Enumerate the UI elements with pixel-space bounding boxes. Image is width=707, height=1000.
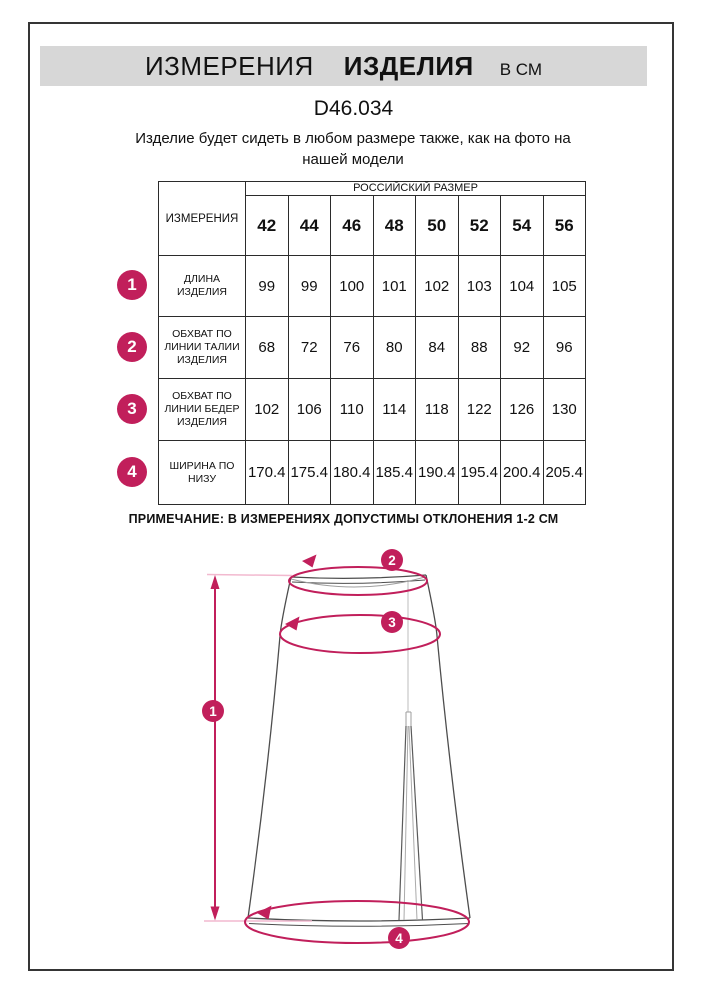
value-cell: 106 (288, 379, 331, 441)
value-cell: 100 (331, 256, 374, 317)
value-cell: 175.4 (288, 441, 331, 505)
diagram-marker-2: 2 (381, 549, 403, 571)
hip-arrowhead-icon (285, 617, 300, 631)
size-col-header: 46 (331, 196, 374, 256)
value-cell: 101 (373, 256, 416, 317)
arrow-up-icon (211, 575, 220, 589)
value-cell: 99 (246, 256, 289, 317)
value-cell: 68 (246, 317, 289, 379)
fit-subtitle: Изделие будет сидеть в любом размере также, как на фото на нашей модели (135, 130, 571, 168)
value-cell: 99 (288, 256, 331, 317)
size-col-header: 50 (416, 196, 459, 256)
value-cell: 118 (416, 379, 459, 441)
size-table (158, 181, 586, 505)
value-cell: 180.4 (331, 441, 374, 505)
row-label: ОБХВАТ ПО ЛИНИИ ТАЛИИ ИЗДЕЛИЯ (159, 317, 246, 379)
ellipse-arrowheads (257, 555, 317, 920)
value-cell: 92 (501, 317, 544, 379)
value-cell: 126 (501, 379, 544, 441)
group-header: РОССИЙСКИЙ РАЗМЕР (246, 182, 586, 196)
size-col-header: 48 (373, 196, 416, 256)
value-cell: 205.4 (543, 441, 586, 505)
size-col-header: 52 (458, 196, 501, 256)
table-row-length (159, 256, 586, 317)
value-cell: 103 (458, 256, 501, 317)
value-cell: 104 (501, 256, 544, 317)
diagram-marker-3: 3 (381, 611, 403, 633)
hip-measure-ellipse (280, 615, 440, 653)
skirt-diagram (120, 548, 580, 973)
value-cell: 102 (416, 256, 459, 317)
diagram-marker-1: 1 (202, 700, 224, 722)
table-row-hem-width (159, 441, 586, 505)
row-number-badge-3: 3 (117, 394, 147, 424)
waist-arrowhead-icon (302, 555, 317, 568)
row-label: ШИРИНА ПО НИЗУ (159, 441, 246, 505)
length-measure-arrow (211, 575, 220, 921)
size-col-header: 42 (246, 196, 289, 256)
arrow-down-icon (211, 907, 220, 921)
hem-measure-ellipse (245, 901, 469, 943)
title-word-garment: ИЗДЕЛИЯ (343, 51, 474, 81)
value-cell: 110 (331, 379, 374, 441)
value-cell: 84 (416, 317, 459, 379)
diagram-marker-4: 4 (388, 927, 410, 949)
size-col-header: 56 (543, 196, 586, 256)
front-slit (399, 712, 423, 920)
value-cell: 80 (373, 317, 416, 379)
value-cell: 130 (543, 379, 586, 441)
value-cell: 122 (458, 379, 501, 441)
skirt-sketch-svg (120, 548, 580, 973)
title-unit: В СМ (499, 60, 543, 79)
table-row-hips (159, 379, 586, 441)
value-cell: 76 (331, 317, 374, 379)
row-number-badge-4: 4 (117, 457, 147, 487)
product-code: D46.034 (313, 97, 394, 120)
row-label: ОБХВАТ ПО ЛИНИИ БЕДЕР ИЗДЕЛИЯ (159, 379, 246, 441)
value-cell: 114 (373, 379, 416, 441)
value-cell: 102 (246, 379, 289, 441)
value-cell: 190.4 (416, 441, 459, 505)
tolerance-note: ПРИМЕЧАНИЕ: В ИЗМЕРЕНИЯХ ДОПУСТИМЫ ОТКЛОНЕНИЯ 1-2 СМ (128, 512, 559, 526)
row-number-badge-1: 1 (117, 270, 147, 300)
table-row-waist (159, 317, 586, 379)
corner-label: ИЗМЕРЕНИЯ (159, 182, 246, 256)
hem-arrowhead-icon (257, 906, 272, 920)
row-label: ДЛИНА ИЗДЕЛИЯ (159, 256, 246, 317)
value-cell: 96 (543, 317, 586, 379)
title-banner (40, 46, 647, 86)
value-cell: 72 (288, 317, 331, 379)
row-number-badge-2: 2 (117, 332, 147, 362)
value-cell: 200.4 (501, 441, 544, 505)
value-cell: 105 (543, 256, 586, 317)
size-col-header: 44 (288, 196, 331, 256)
title-word-measurements: ИЗМЕРЕНИЯ (144, 51, 314, 81)
table-row-group-header (159, 182, 586, 196)
value-cell: 195.4 (458, 441, 501, 505)
value-cell: 88 (458, 317, 501, 379)
size-col-header: 54 (501, 196, 544, 256)
value-cell: 185.4 (373, 441, 416, 505)
value-cell: 170.4 (246, 441, 289, 505)
